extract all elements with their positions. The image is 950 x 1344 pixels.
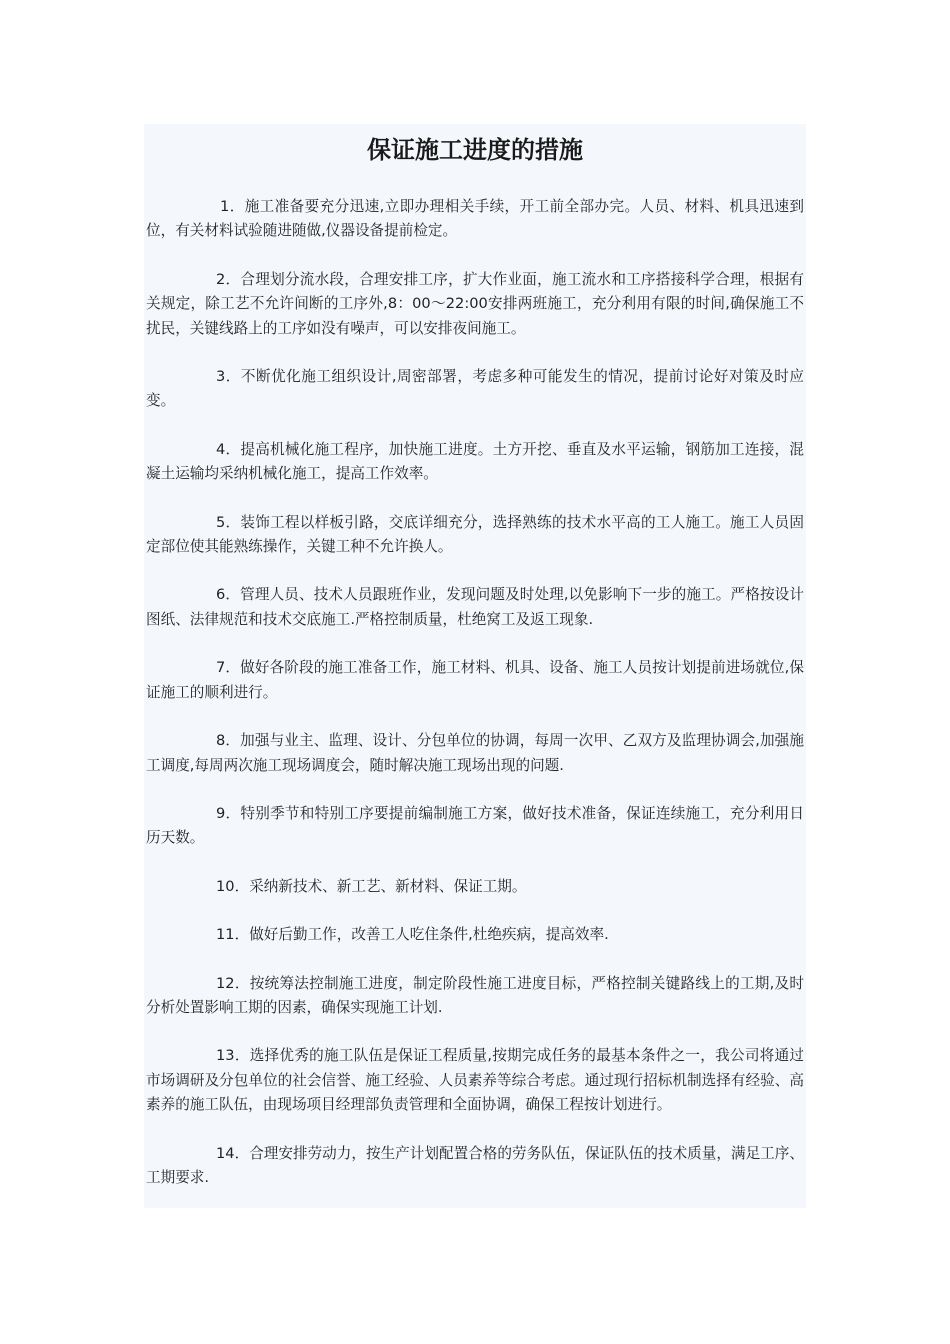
measure-item: 10．采纳新技术、新工艺、新材料、保证工期。 <box>216 877 527 895</box>
item-text: 按统筹法控制施工进度，制定阶段性施工进度目标，严格控制关键路线上的工期,及时分析处置影响工期的因素，确保实现施工计划. <box>146 974 804 1016</box>
measure-list <box>146 195 804 1190</box>
item-text: 合理划分流水段，合理安排工序，扩大作业面，施工流水和工序搭接科学合理，根据有关规定，除工艺不允许间断的工序外,8：00～22:00安排两班施工，充分利用有限的时间,确保施工不扰民，关键线路上的工序如没有噪声，可以安排夜间施工。 <box>146 270 804 337</box>
item-number: 9 <box>216 804 226 822</box>
item-text: 做好后勤工作，改善工人吃住条件,杜绝疾病，提高效率. <box>249 926 609 944</box>
item-number: 6 <box>216 586 226 604</box>
measure-item: 11．做好后勤工作，改善工人吃住条件,杜绝疾病，提高效率. <box>216 926 609 944</box>
measure-item: 6．管理人员、技术人员跟班作业，发现问题及时处理,以免影响下一步的施工。严格按设计图纸、法律规范和技术交底施工.严格控制质量，杜绝窝工及返工现象. <box>146 586 804 628</box>
measure-item: 9．特别季节和特别工序要提前编制施工方案，做好技术准备，保证连续施工，充分利用日历天数。 <box>146 804 804 847</box>
item-text: 装饰工程以样板引路，交底详细充分，选择熟练的技术水平高的工人施工。施工人员固定部位使其能熟练操作，关键工种不允许换人。 <box>146 513 804 556</box>
item-number: 12 <box>216 974 235 992</box>
item-text: 选择优秀的施工队伍是保证工程质量,按期完成任务的最基本条件之一，我公司将通过市场调研及分包单位的社会信誉、施工经验、人员素养等综合考虑。通过现行招标机制选择有经验、高素养的施工队伍，由现场项目经理部负责管理和全面协调，确保工程按计划进行。 <box>146 1047 804 1114</box>
item-text: 施工准备要充分迅速,立即办理相关手续，开工前全部办完。人员、材料、机具迅速到位，有关材料试验随进随做,仪器设备提前检定。 <box>146 198 804 240</box>
item-number: 3 <box>216 368 226 386</box>
measure-item: 13．选择优秀的施工队伍是保证工程质量,按期完成任务的最基本条件之一，我公司将通过市场调研及分包单位的社会信誉、施工经验、人员素养等综合考虑。通过现行招标机制选择有经验、高素养的施工队伍，由现场项目经理部负责管理和全面协调，确保工程按计划进行。 <box>146 1047 804 1114</box>
item-number: 1 <box>220 198 230 215</box>
item-text: 合理安排劳动力，按生产计划配置合格的劳务队伍，保证队伍的技术质量，满足工序、工期要求. <box>146 1144 804 1186</box>
item-number: 4 <box>216 440 226 458</box>
measure-item: 1．施工准备要充分迅速,立即办理相关手续，开工前全部办完。人员、材料、机具迅速到位，有关材料试验随进随做,仪器设备提前检定。 <box>146 198 804 240</box>
measure-item: 2．合理划分流水段，合理安排工序，扩大作业面，施工流水和工序搭接科学合理，根据有关规定，除工艺不允许间断的工序外,8：00～22:00安排两班施工，充分利用有限的时间,确保施工不扰民，关键线路上的工序如没有噪声，可以安排夜间施工。 <box>146 270 804 337</box>
item-text: 特别季节和特别工序要提前编制施工方案，做好技术准备，保证连续施工，充分利用日历天数。 <box>146 804 804 847</box>
item-number: 5 <box>216 513 226 531</box>
document-title: 保证施工进度的措施 <box>367 135 583 164</box>
measure-item: 8．加强与业主、监理、设计、分包单位的协调，每周一次甲、乙双方及监理协调会,加强施工调度,每周两次施工现场调度会，随时解决施工现场出现的问题. <box>146 732 804 774</box>
item-text: 提高机械化施工程序，加快施工进度。土方开挖、垂直及水平运输，钢筋加工连接，混凝土运输均采纳机械化施工，提高工作效率。 <box>146 440 804 483</box>
item-number: 13 <box>216 1047 235 1065</box>
item-number: 8 <box>216 732 226 750</box>
item-number: 14 <box>216 1144 235 1162</box>
document-panel <box>144 124 806 1208</box>
measure-item: 14．合理安排劳动力，按生产计划配置合格的劳务队伍，保证队伍的技术质量，满足工序、工期要求. <box>146 1144 804 1186</box>
measure-item: 12．按统筹法控制施工进度，制定阶段性施工进度目标，严格控制关键路线上的工期,及时分析处置影响工期的因素，确保实现施工计划. <box>146 974 804 1016</box>
item-number: 11 <box>216 926 235 944</box>
item-number: 10 <box>216 877 235 895</box>
measure-item: 7．做好各阶段的施工准备工作，施工材料、机具、设备、施工人员按计划提前进场就位,保证施工的顺利进行。 <box>146 659 804 701</box>
measure-item: 3．不断优化施工组织设计,周密部署，考虑多种可能发生的情况，提前讨论好对策及时应变。 <box>146 368 804 410</box>
item-number: 2 <box>216 270 226 288</box>
item-text: 不断优化施工组织设计,周密部署，考虑多种可能发生的情况，提前讨论好对策及时应变。 <box>146 368 804 410</box>
measure-item: 5．装饰工程以样板引路，交底详细充分，选择熟练的技术水平高的工人施工。施工人员固定部位使其能熟练操作，关键工种不允许换人。 <box>146 513 804 556</box>
item-text: 采纳新技术、新工艺、新材料、保证工期。 <box>249 877 527 895</box>
item-text: 管理人员、技术人员跟班作业，发现问题及时处理,以免影响下一步的施工。严格按设计图纸、法律规范和技术交底施工.严格控制质量，杜绝窝工及返工现象. <box>146 586 804 628</box>
item-text: 做好各阶段的施工准备工作，施工材料、机具、设备、施工人员按计划提前进场就位,保证施工的顺利进行。 <box>146 659 804 701</box>
measure-item: 4．提高机械化施工程序，加快施工进度。土方开挖、垂直及水平运输，钢筋加工连接，混凝土运输均采纳机械化施工，提高工作效率。 <box>146 440 804 483</box>
item-text: 加强与业主、监理、设计、分包单位的协调，每周一次甲、乙双方及监理协调会,加强施工调度,每周两次施工现场调度会，随时解决施工现场出现的问题. <box>146 732 804 774</box>
item-number: 7 <box>216 659 226 677</box>
